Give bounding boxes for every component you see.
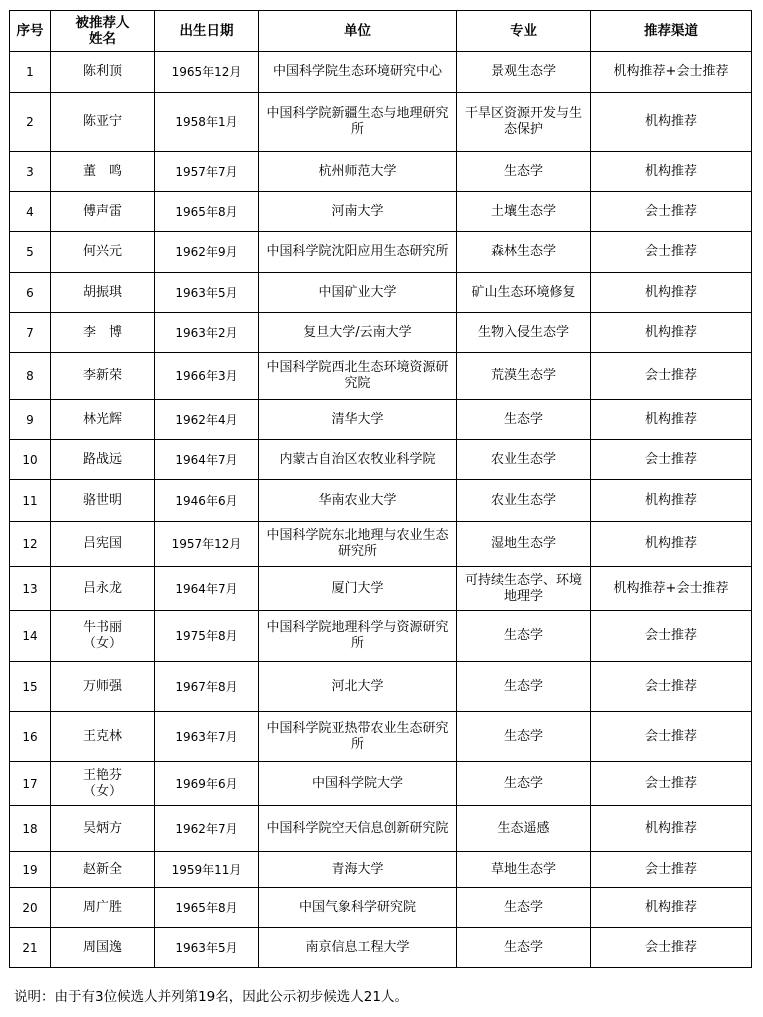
cell-major: 矿山生态环境修复 <box>457 273 591 313</box>
cell-unit: 中国科学院地理科学与资源研究所 <box>259 611 457 662</box>
table-row <box>10 52 752 93</box>
cell-index: 14 <box>10 611 51 662</box>
table-row <box>10 928 752 968</box>
cell-index: 18 <box>10 806 51 852</box>
header-index: 序号 <box>10 11 51 52</box>
cell-birth: 1963年5月 <box>155 273 259 313</box>
cell-name: 吴炳方 <box>51 806 155 852</box>
cell-unit: 杭州师范大学 <box>259 152 457 192</box>
cell-major: 干旱区资源开发与生态保护 <box>457 93 591 152</box>
cell-index: 5 <box>10 232 51 273</box>
cell-birth: 1969年6月 <box>155 762 259 806</box>
table-row <box>10 712 752 762</box>
header-major: 专业 <box>457 11 591 52</box>
cell-channel: 会士推荐 <box>591 928 752 968</box>
cell-major: 可持续生态学、环境地理学 <box>457 567 591 611</box>
cell-name: 何兴元 <box>51 232 155 273</box>
cell-unit: 内蒙古自治区农牧业科学院 <box>259 440 457 480</box>
table-row <box>10 852 752 888</box>
cell-channel: 机构推荐 <box>591 522 752 567</box>
table-row <box>10 480 752 522</box>
cell-name: 王艳芬 （女） <box>51 762 155 806</box>
cell-name: 赵新全 <box>51 852 155 888</box>
cell-unit: 中国科学院生态环境研究中心 <box>259 52 457 93</box>
cell-channel: 会士推荐 <box>591 611 752 662</box>
cell-channel: 机构推荐+会士推荐 <box>591 567 752 611</box>
header-unit: 单位 <box>259 11 457 52</box>
cell-unit: 中国科学院东北地理与农业生态研究所 <box>259 522 457 567</box>
cell-major: 生态学 <box>457 762 591 806</box>
table-row <box>10 192 752 232</box>
cell-name: 路战远 <box>51 440 155 480</box>
cell-birth: 1964年7月 <box>155 440 259 480</box>
cell-birth: 1967年8月 <box>155 662 259 712</box>
candidate-table <box>9 10 752 968</box>
cell-channel: 会士推荐 <box>591 353 752 400</box>
cell-index: 6 <box>10 273 51 313</box>
table-row <box>10 806 752 852</box>
cell-name: 林光辉 <box>51 400 155 440</box>
cell-channel: 会士推荐 <box>591 232 752 273</box>
cell-channel: 会士推荐 <box>591 192 752 232</box>
cell-major: 景观生态学 <box>457 52 591 93</box>
cell-major: 生态学 <box>457 611 591 662</box>
cell-major: 农业生态学 <box>457 440 591 480</box>
cell-name: 傅声雷 <box>51 192 155 232</box>
table-header <box>10 11 752 52</box>
cell-major: 草地生态学 <box>457 852 591 888</box>
cell-channel: 会士推荐 <box>591 762 752 806</box>
cell-name: 周广胜 <box>51 888 155 928</box>
cell-major: 荒漠生态学 <box>457 353 591 400</box>
cell-major: 生态学 <box>457 928 591 968</box>
cell-birth: 1963年5月 <box>155 928 259 968</box>
cell-index: 16 <box>10 712 51 762</box>
cell-index: 8 <box>10 353 51 400</box>
cell-birth: 1965年8月 <box>155 888 259 928</box>
table-body <box>10 52 752 968</box>
header-name: 被推荐人 姓名 <box>51 11 155 52</box>
cell-index: 19 <box>10 852 51 888</box>
table-row <box>10 400 752 440</box>
cell-channel: 会士推荐 <box>591 662 752 712</box>
cell-unit: 中国科学院西北生态环境资源研究院 <box>259 353 457 400</box>
table-row <box>10 567 752 611</box>
cell-birth: 1959年11月 <box>155 852 259 888</box>
table-row <box>10 662 752 712</box>
cell-name: 骆世明 <box>51 480 155 522</box>
table-row <box>10 762 752 806</box>
cell-major: 湿地生态学 <box>457 522 591 567</box>
table-row <box>10 353 752 400</box>
header-channel: 推荐渠道 <box>591 11 752 52</box>
cell-unit: 厦门大学 <box>259 567 457 611</box>
cell-name: 陈亚宁 <box>51 93 155 152</box>
cell-index: 13 <box>10 567 51 611</box>
cell-major: 生态遥感 <box>457 806 591 852</box>
cell-unit: 中国矿业大学 <box>259 273 457 313</box>
cell-name: 胡振琪 <box>51 273 155 313</box>
cell-index: 11 <box>10 480 51 522</box>
cell-birth: 1957年7月 <box>155 152 259 192</box>
cell-index: 21 <box>10 928 51 968</box>
cell-unit: 青海大学 <box>259 852 457 888</box>
cell-major: 生态学 <box>457 400 591 440</box>
cell-channel: 机构推荐+会士推荐 <box>591 52 752 93</box>
cell-major: 生态学 <box>457 888 591 928</box>
cell-channel: 机构推荐 <box>591 313 752 353</box>
cell-name: 董 鸣 <box>51 152 155 192</box>
cell-major: 土壤生态学 <box>457 192 591 232</box>
table-row <box>10 232 752 273</box>
cell-name: 牛书丽 （女） <box>51 611 155 662</box>
cell-major: 生态学 <box>457 152 591 192</box>
cell-unit: 清华大学 <box>259 400 457 440</box>
cell-birth: 1964年7月 <box>155 567 259 611</box>
cell-birth: 1963年2月 <box>155 313 259 353</box>
cell-name: 吕宪国 <box>51 522 155 567</box>
cell-channel: 会士推荐 <box>591 852 752 888</box>
cell-index: 4 <box>10 192 51 232</box>
cell-major: 森林生态学 <box>457 232 591 273</box>
cell-unit: 中国科学院空天信息创新研究院 <box>259 806 457 852</box>
cell-channel: 机构推荐 <box>591 480 752 522</box>
cell-index: 17 <box>10 762 51 806</box>
cell-unit: 中国科学院沈阳应用生态研究所 <box>259 232 457 273</box>
cell-unit: 南京信息工程大学 <box>259 928 457 968</box>
cell-birth: 1946年6月 <box>155 480 259 522</box>
cell-name: 吕永龙 <box>51 567 155 611</box>
cell-index: 2 <box>10 93 51 152</box>
table-row <box>10 888 752 928</box>
table-row <box>10 440 752 480</box>
table-row <box>10 522 752 567</box>
cell-birth: 1965年8月 <box>155 192 259 232</box>
cell-name: 周国逸 <box>51 928 155 968</box>
table-row <box>10 313 752 353</box>
footnote: 说明：由于有3位候选人并列第19名，因此公示初步候选人21人。 <box>14 989 408 1005</box>
cell-channel: 机构推荐 <box>591 400 752 440</box>
cell-channel: 机构推荐 <box>591 152 752 192</box>
cell-unit: 复旦大学/云南大学 <box>259 313 457 353</box>
cell-channel: 会士推荐 <box>591 440 752 480</box>
cell-birth: 1957年12月 <box>155 522 259 567</box>
cell-major: 生物入侵生态学 <box>457 313 591 353</box>
table-row <box>10 611 752 662</box>
cell-unit: 中国科学院大学 <box>259 762 457 806</box>
cell-index: 20 <box>10 888 51 928</box>
cell-index: 15 <box>10 662 51 712</box>
cell-unit: 河南大学 <box>259 192 457 232</box>
cell-unit: 中国科学院亚热带农业生态研究所 <box>259 712 457 762</box>
table-row <box>10 152 752 192</box>
cell-birth: 1966年3月 <box>155 353 259 400</box>
cell-index: 10 <box>10 440 51 480</box>
cell-name: 万师强 <box>51 662 155 712</box>
header-birth: 出生日期 <box>155 11 259 52</box>
cell-channel: 机构推荐 <box>591 93 752 152</box>
cell-birth: 1958年1月 <box>155 93 259 152</box>
cell-channel: 机构推荐 <box>591 888 752 928</box>
header-row <box>10 11 752 52</box>
table-row <box>10 93 752 152</box>
cell-index: 7 <box>10 313 51 353</box>
cell-name: 陈利顶 <box>51 52 155 93</box>
cell-unit: 华南农业大学 <box>259 480 457 522</box>
table-row <box>10 273 752 313</box>
cell-major: 生态学 <box>457 662 591 712</box>
cell-index: 9 <box>10 400 51 440</box>
cell-index: 12 <box>10 522 51 567</box>
cell-channel: 机构推荐 <box>591 273 752 313</box>
cell-name: 王克林 <box>51 712 155 762</box>
cell-unit: 中国气象科学研究院 <box>259 888 457 928</box>
cell-channel: 机构推荐 <box>591 806 752 852</box>
cell-birth: 1975年8月 <box>155 611 259 662</box>
cell-unit: 中国科学院新疆生态与地理研究所 <box>259 93 457 152</box>
cell-birth: 1962年7月 <box>155 806 259 852</box>
cell-major: 生态学 <box>457 712 591 762</box>
cell-birth: 1962年4月 <box>155 400 259 440</box>
cell-birth: 1962年9月 <box>155 232 259 273</box>
cell-name: 李 博 <box>51 313 155 353</box>
cell-major: 农业生态学 <box>457 480 591 522</box>
cell-name: 李新荣 <box>51 353 155 400</box>
cell-index: 1 <box>10 52 51 93</box>
cell-unit: 河北大学 <box>259 662 457 712</box>
cell-birth: 1965年12月 <box>155 52 259 93</box>
cell-channel: 会士推荐 <box>591 712 752 762</box>
cell-birth: 1963年7月 <box>155 712 259 762</box>
cell-index: 3 <box>10 152 51 192</box>
